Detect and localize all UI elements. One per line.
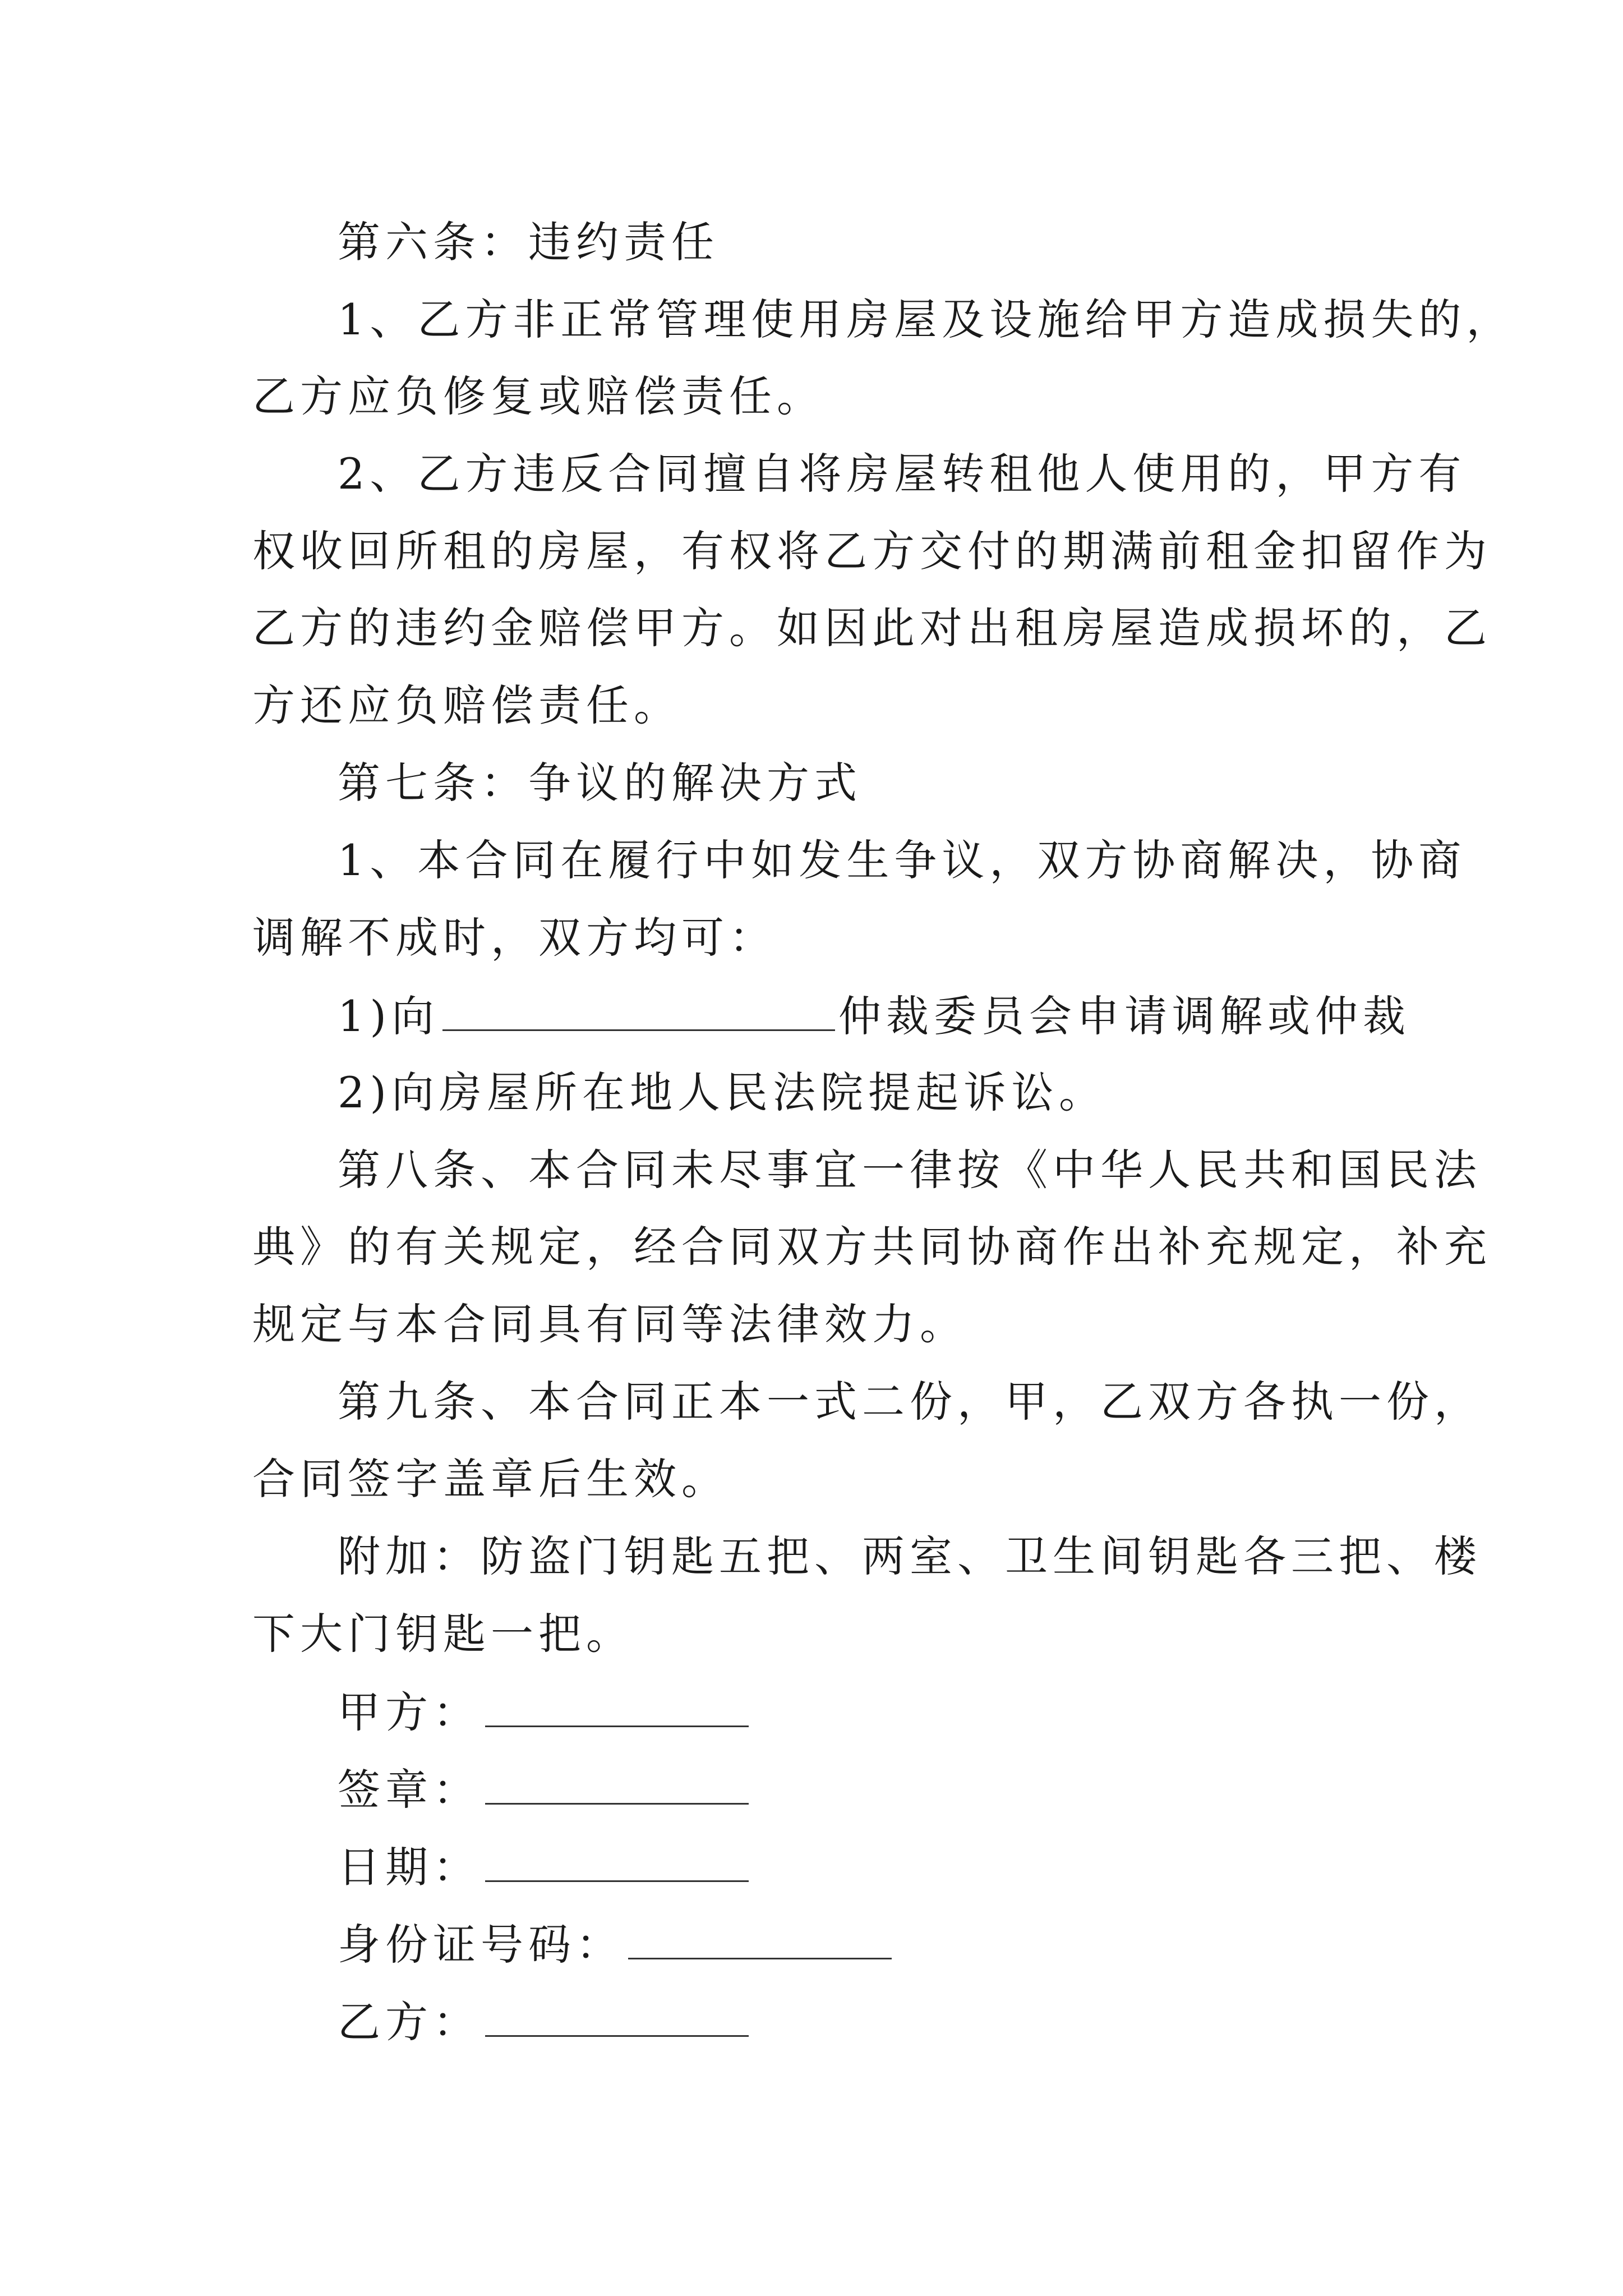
party-b-row — [338, 1996, 749, 2046]
party-a-blank[interactable] — [485, 1686, 749, 1727]
article6-item1-line1: 1、乙方非正常管理使用房屋及设施给甲方造成损失的， — [338, 295, 1514, 344]
article6-item2-line3: 乙方的违约金赔偿甲方。如因此对出租房屋造成损坏的，乙 — [252, 603, 1492, 653]
article6-item1-line2: 乙方应负修复或赔偿责任。 — [252, 371, 824, 421]
date-blank[interactable] — [485, 1841, 749, 1882]
party-b-blank[interactable] — [485, 1996, 749, 2037]
article8-line1: 第八条、本合同未尽事宜一律按《中华人民共和国民法 — [338, 1145, 1482, 1195]
id-number-label: 身份证号码： — [338, 1920, 624, 1970]
appendix-line1: 附加：防盗门钥匙五把、两室、卫生间钥匙各三把、楼 — [338, 1531, 1482, 1581]
article7-option2: 2)向房屋所在地人民法院提起诉讼。 — [338, 1068, 1107, 1117]
article7-item1-line1: 1、本合同在履行中如发生争议，双方协商解决，协商 — [338, 835, 1467, 885]
arbitration-committee-blank[interactable] — [442, 990, 835, 1031]
seal-label: 签章： — [338, 1765, 481, 1815]
article6-item2-line4: 方还应负赔偿责任。 — [252, 680, 681, 730]
article7-option1-suffix: 仲裁委员会申请调解或仲裁 — [838, 991, 1411, 1041]
party-a-row — [338, 1686, 749, 1737]
article7-item1-line2: 调解不成时，双方均可： — [252, 913, 777, 963]
seal-row — [338, 1764, 749, 1814]
party-b-label: 乙方： — [338, 1997, 481, 2047]
article7-title: 第七条：争议的解决方式 — [338, 758, 862, 808]
article7-option1 — [338, 990, 1410, 1041]
id-number-blank[interactable] — [628, 1918, 892, 1959]
article6-item2-line2: 权收回所租的房屋，有权将乙方交付的期满前租金扣留作为 — [252, 526, 1492, 576]
article9-line2: 合同签字盖章后生效。 — [252, 1454, 729, 1504]
article7-option1-prefix: 1)向 — [338, 991, 440, 1041]
article8-line3: 规定与本合同具有同等法律效力。 — [252, 1299, 967, 1349]
article9-line1: 第九条、本合同正本一式二份，甲，乙双方各执一份， — [338, 1377, 1482, 1427]
seal-blank[interactable] — [485, 1764, 749, 1805]
article8-line2: 典》的有关规定，经合同双方共同协商作出补充规定，补充 — [252, 1222, 1492, 1272]
date-label: 日期： — [338, 1842, 481, 1892]
appendix-line2: 下大门钥匙一把。 — [252, 1609, 634, 1659]
party-a-label: 甲方： — [338, 1687, 481, 1737]
article6-item2-line1: 2、乙方违反合同擅自将房屋转租他人使用的，甲方有 — [338, 449, 1467, 499]
article6-title: 第六条：违约责任 — [338, 217, 719, 267]
date-row — [338, 1841, 749, 1892]
id-number-row — [338, 1918, 892, 1969]
